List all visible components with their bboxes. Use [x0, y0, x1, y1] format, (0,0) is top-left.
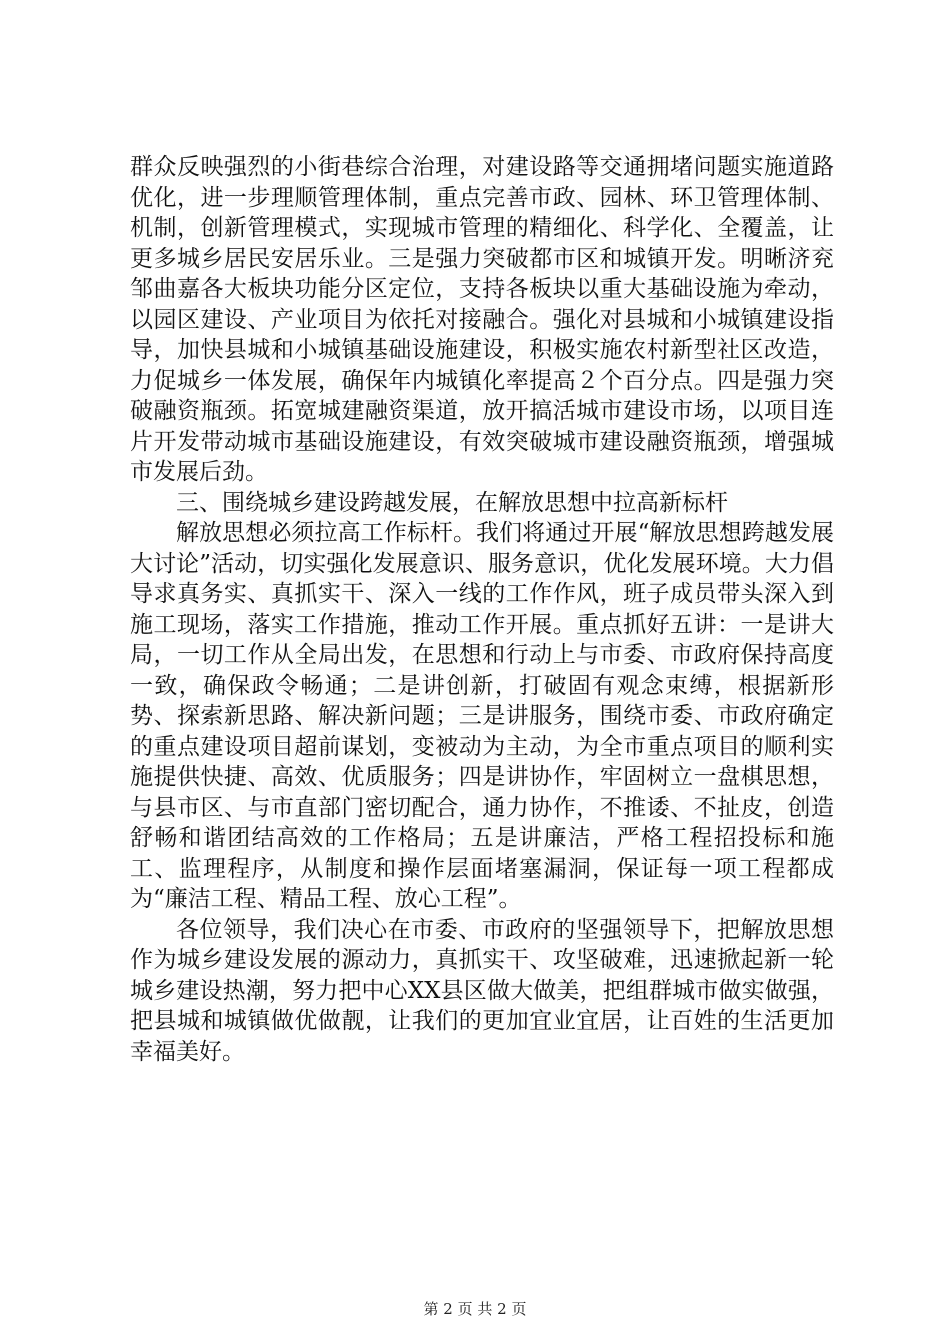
- page-footer: 第 2 页 共 2 页: [423, 1300, 527, 1318]
- document-body: [130, 152, 834, 1067]
- paragraph-continuation: 群众反映强烈的小街巷综合治理，对建设路等交通拥堵问题实施道路优化，进一步理顺管理体制，重点完善市政、园林、环卫管理体制、机制，创新管理模式，实现城市管理的精细化、科学化、全覆盖，让更多城乡居民安居乐业。三是强力突破都市区和城镇开发。明晰济兖邹曲嘉各大板块功能分区定位，支持各板块以重大基础设施为牵动，以园区建设、产业项目为依托对接融合。强化对县城和小城镇建设指导，加快县城和小城镇基础设施建设，积极实施农村新型社区改造，力促城乡一体发展，确保年内城镇化率提高２个百分点。四是强力突破融资瓶颈。拓宽城建融资渠道，放开搞活城市建设市场，以项目连片开发带动城市基础设施建设，有效突破城市建设融资瓶颈，增强城市发展后劲。: [130, 154, 834, 485]
- paragraph-emancipation: 解放思想必须拉高工作标杆。我们将通过开展“解放思想跨越发展大讨论”活动，切实强化发展意识、服务意识，优化发展环境。大力倡导求真务实、真抓实干、深入一线的工作作风，班子成员带头深入到施工现场，落实工作措施，推动工作开展。重点抓好五讲：一是讲大局，一切工作从全局出发，在思想和行动上与市委、市政府保持高度一致，确保政令畅通；二是讲创新，打破固有观念束缚，根据新形势、探索新思路、解决新问题；三是讲服务，围绕市委、市政府确定的重点建设项目超前谋划，变被动为主动，为全市重点项目的顺利实施提供快捷、高效、优质服务；四是讲协作，牢固树立一盘棋思想，与县市区、与市直部门密切配合，通力协作，不推诿、不扯皮，创造舒畅和谐团结高效的工作格局；五是讲廉洁，严格工程招投标和施工、监理程序，从制度和操作层面堵塞漏洞，保证每一项工程都成为“廉洁工程、精品工程、放心工程”。: [130, 520, 834, 912]
- paragraph-conclusion: 各位领导，我们决心在市委、市政府的坚强领导下，把解放思想作为城乡建设发展的源动力，真抓实干、攻坚破难，迅速掀起新一轮城乡建设热潮，努力把中心XX县区做大做美，把组群城市做实做强，把县城和城镇做优做靓，让我们的更加宜业宜居，让百姓的生活更加幸福美好。: [130, 916, 834, 1065]
- section-heading: 三、围绕城乡建设跨越发展，在解放思想中拉高新标杆: [176, 489, 728, 516]
